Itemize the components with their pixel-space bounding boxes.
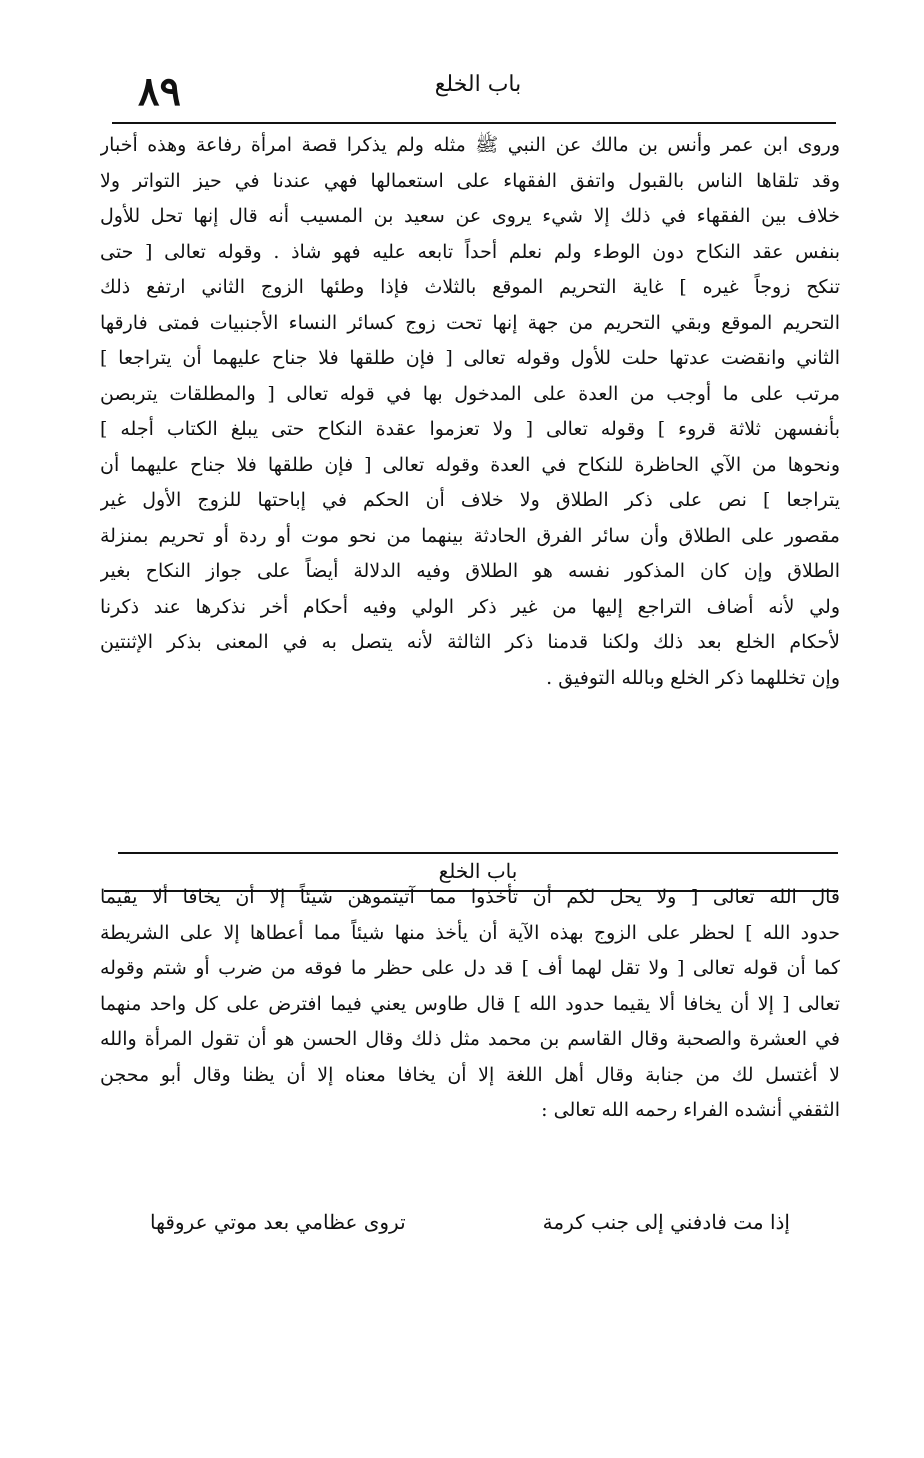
verse-second-hemistich: تروى عظامي بعد موتي عروقها xyxy=(150,1210,406,1234)
section-title: باب الخلع xyxy=(438,859,518,883)
text-line: وروى ابن عمر وأنس بن مالك عن النبي ﷺ مثله ولم يذكرا قصة امرأة رفاعة وهذه أخبار xyxy=(100,134,840,156)
text-line: خلاف بين الفقهاء في ذلك إلا شيء يروى عن سعيد بن المسيب أنه قال إنها تحل للأول xyxy=(100,205,840,227)
text-line: بنفس عقد النكاح دون الوطء ولم نعلم أحداً تابعه عليه فهو شاذ . وقوله تعالى [ حتى xyxy=(100,240,840,263)
text-line: كما أن قوله تعالى [ ولا تقل لهما أف ] قد دل على حظر ما فوقه من ضرب أو شتم وقوله xyxy=(100,957,840,979)
text-line: الثقفي أنشده الفراء رحمه الله تعالى : xyxy=(541,1099,840,1121)
poetry-verse xyxy=(150,1210,790,1234)
text-line: ونحوها من الآي الحاظرة للنكاح في العدة وقوله تعالى [ فإن طلقها فلا جناح عليهما أن xyxy=(100,453,840,476)
text-line: التحريم الموقع وبقي التحريم من جهة إنها تحت زوج كسائر النساء الأجنبيات فمتى فارقها xyxy=(100,311,840,334)
verse-first-hemistich: إذا مت فادفني إلى جنب كرمة xyxy=(542,1210,790,1234)
text-line: مرتب على ما أوجب من العدة على المدخول بها في قوله تعالى [ والمطلقات يتربصن xyxy=(100,382,840,405)
text-line: وإن تخللهما ذكر الخلع وبالله التوفيق . xyxy=(546,666,840,689)
text-line: قال الله تعالى [ ولا يحل لكم أن تأخذوا مما آتيتموهن شيئاً إلا أن يخافا ألا يقيما xyxy=(100,886,840,908)
text-line: مقصور على الطلاق وأن سائر الفرق الحادثة بينهما من نحو موت أو ردة أو تحريم بمنزلة xyxy=(100,524,840,547)
text-line: تعالى [ إلا أن يخافا ألا يقيما حدود الله ] قال طاوس يعني فيما افترض على كل واحد منهما xyxy=(100,992,840,1015)
page-header xyxy=(118,58,838,118)
text-line: حدود الله ] لحظر على الزوج بهذه الآية أن يأخذ منها شيئاً مما أعطاها إلا على الشريطة xyxy=(100,921,840,944)
text-line: تنكح زوجاً غيره ] غاية التحريم الموقع بالثلاث فإذا وطئها الزوج الثاني ارتفع ذلك xyxy=(100,276,840,298)
text-line: لا أغتسل لك من جنابة وقال أهل اللغة إلا أن يخافا معناه إلا أن يظنا وقال أبو محجن xyxy=(100,1063,840,1086)
text-line: الثاني وانقضت عدتها حلت للأول وقوله تعالى [ فإن طلقها فلا جناح عليهما أن يتراجعا ] xyxy=(100,347,840,369)
text-line: لأحكام الخلع بعد ذلك ولكنا قدمنا ذكر الثالثة لأنه يتصل به في المعنى بذكر الإثنتين xyxy=(100,631,840,653)
text-line: في العشرة والصحبة وقال القاسم بن محمد مثل ذلك وقال الحسن هو أن تقول المرأة والله xyxy=(100,1028,840,1050)
text-line: وقد تلقاها الناس بالقبول واتفق الفقهاء على استعمالها فهي عندنا في حيز التواتر ولا xyxy=(100,169,840,192)
text-line: بأنفسهن ثلاثة قروء ] وقوله تعالى [ ولا تعزموا عقدة النكاح حتى يبلغ الكتاب أجله ] xyxy=(100,418,840,440)
header-rule xyxy=(112,122,836,124)
text-line: يتراجعا ] نص على ذكر الطلاق ولا خلاف أن الحكم في إباحتها للزوج الأول غير xyxy=(100,489,840,511)
running-title: باب الخلع xyxy=(434,72,522,97)
text-line: الطلاق وإن كان المذكور نفسه هو الطلاق وفيه الدلالة أيضاً على جواز النكاح بغير xyxy=(100,560,840,582)
section-text-block xyxy=(100,880,840,1129)
text-line: ولي لأنه أضاف التراجع إليها من غير ذكر الولي وفيه أحكام أخر نذكرها عند ذكرنا xyxy=(100,595,840,618)
page-number: ٨٩ xyxy=(138,68,181,115)
section-top-rule xyxy=(118,852,838,854)
main-text-block xyxy=(100,128,840,696)
